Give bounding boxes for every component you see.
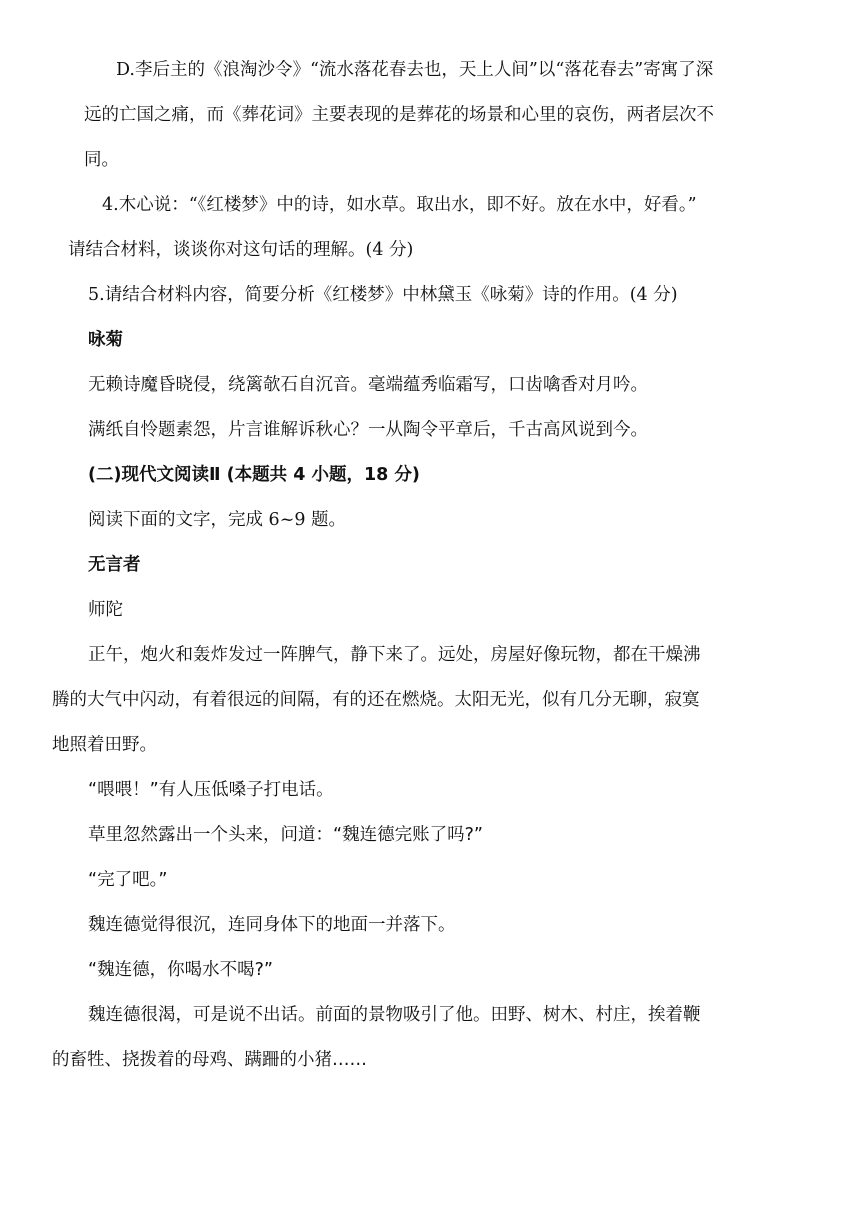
paragraph-1-line-2: 腾的大气中闪动，有着很远的间隔，有的还在燃烧。太阳无光，似有几分无聊，寂寞	[52, 690, 700, 710]
poem-title: 咏菊	[88, 330, 123, 350]
section-instruction: 阅读下面的文字，完成 6~9 题。	[88, 510, 347, 530]
question-4-line-2: 请结合材料，谈谈你对这句话的理解。(4 分)	[68, 240, 414, 260]
section-heading: (二)现代文阅读Ⅱ (本题共 4 小题，18 分)	[88, 465, 420, 485]
paragraph-5: 魏连德觉得很沉，连同身体下的地面一并落下。	[88, 915, 456, 935]
option-d-line-1: D.李后主的《浪淘沙令》“流水落花春去也，天上人间”以“落花春去”寄寓了深	[116, 60, 714, 80]
poem-line-1: 无赖诗魔昏晓侵，绕篱欹石自沉音。毫端蕴秀临霜写，口齿噙香对月吟。	[88, 375, 648, 395]
paragraph-2: “喂喂！”有人压低嗓子打电话。	[88, 780, 334, 800]
paragraph-4: “完了吧。”	[88, 870, 168, 890]
paragraph-6: “魏连德，你喝水不喝?”	[88, 960, 273, 980]
option-d-line-2: 远的亡国之痛，而《葬花词》主要表现的是葬花的场景和心里的哀伤，两者层次不	[84, 105, 714, 125]
article-author: 师陀	[88, 600, 123, 620]
poem-line-2: 满纸自怜题素怨，片言谁解诉秋心？一从陶令平章后，千古高风说到今。	[88, 420, 648, 440]
paragraph-1-line-3: 地照着田野。	[52, 735, 157, 755]
option-d-line-3: 同。	[84, 150, 119, 170]
paragraph-3: 草里忽然露出一个头来，问道：“魏连德完账了吗?”	[88, 825, 483, 845]
article-title: 无言者	[88, 555, 141, 575]
paragraph-7-line-1: 魏连德很渴，可是说不出话。前面的景物吸引了他。田野、树木、村庄，挨着鞭	[88, 1005, 701, 1025]
question-4-line-1: 4.木心说：“《红楼梦》中的诗，如水草。取出水，即不好。放在水中，好看。”	[102, 195, 697, 215]
paragraph-7-line-2: 的畜牲、挠拨着的母鸡、蹒跚的小猪……	[52, 1050, 367, 1070]
paragraph-1-line-1: 正午，炮火和轰炸发过一阵脾气，静下来了。远处，房屋好像玩物，都在干燥沸	[88, 645, 701, 665]
question-5: 5.请结合材料内容，简要分析《红楼梦》中林黛玉《咏菊》诗的作用。(4 分)	[88, 285, 678, 305]
